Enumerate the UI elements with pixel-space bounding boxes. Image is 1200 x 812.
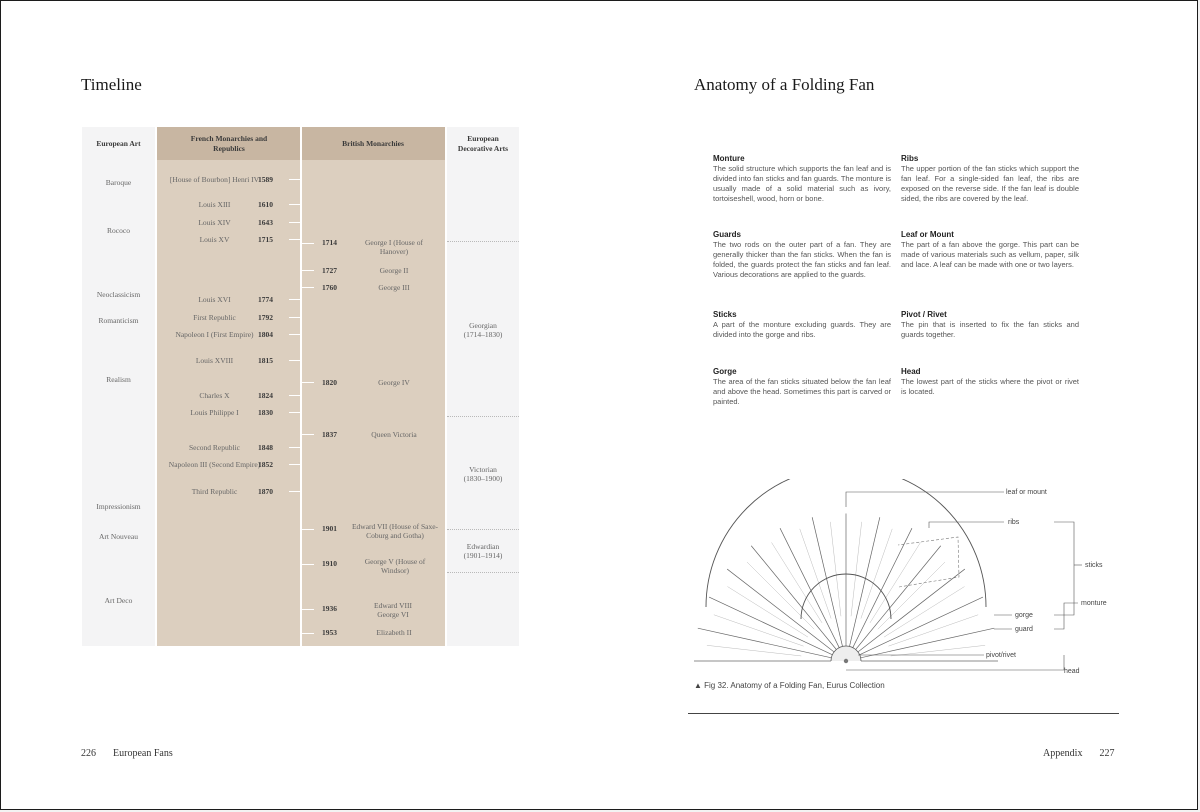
timeline-tick (289, 447, 301, 448)
french-ruler: Napoleon I (First Empire) (175, 330, 254, 339)
definition-monture (713, 154, 891, 204)
art-movement: Baroque (105, 178, 132, 187)
fan-stick (709, 597, 832, 655)
definition-term: Gorge (713, 367, 737, 376)
label-leaf: leaf or mount (1006, 489, 1047, 496)
definition-gorge (713, 367, 891, 407)
french-ruler-year: 1589 (258, 175, 273, 184)
definition-desc: The area of the fan sticks situated below the fan leaf and above the head. Sometimes this part is carved or painted. (713, 377, 891, 406)
british-ruler: George I (House of Hanover) (365, 238, 423, 256)
timeline-tick (289, 179, 301, 180)
timeline-tick (289, 299, 301, 300)
british-ruler-year: 1727 (322, 266, 337, 275)
definition-term: Head (901, 367, 921, 376)
page-title-anatomy: Anatomy of a Folding Fan (694, 75, 875, 94)
definition-desc: A part of the monture excluding guards. They are divided into the gorge and ribs. (713, 320, 891, 339)
british-ruler: George V (House of Windsor) (364, 557, 426, 575)
british-ruler-year: 1901 (322, 524, 337, 533)
fan-stick (812, 517, 842, 647)
header-european-art: European Art (96, 138, 141, 148)
definition-head (901, 367, 1079, 397)
leader-leaf (846, 492, 1004, 507)
french-ruler: First Republic (193, 313, 236, 322)
timeline-tick (302, 529, 314, 530)
french-ruler: Second Republic (188, 443, 241, 452)
french-ruler-year: 1804 (258, 330, 273, 339)
definition-desc: The pin that is inserted to fix the fan sticks and guards together. (901, 320, 1079, 339)
french-ruler: Louis XVIII (195, 356, 234, 365)
british-ruler-year: 1714 (322, 238, 337, 247)
french-ruler-year: 1870 (258, 487, 273, 496)
british-ruler-year: 1953 (322, 628, 337, 637)
header-decorative-arts: European Decorative Arts (457, 134, 509, 153)
definition-term: Monture (713, 154, 745, 163)
british-ruler: George IV (378, 378, 410, 387)
timeline-tick (289, 334, 301, 335)
french-ruler: Napoleon III (Second Empire) (168, 460, 261, 469)
label-guard: guard (1015, 626, 1033, 633)
fan-stick (849, 517, 879, 647)
art-movement: Rococo (107, 226, 130, 235)
art-movement: Impressionism (96, 502, 141, 511)
timeline-tick (289, 317, 301, 318)
decorative-period-range: (1901–1914) (463, 551, 503, 560)
period-separator (447, 572, 519, 574)
timeline-tick (302, 243, 314, 244)
bottom-rule (688, 713, 1119, 714)
decorative-period-name: Edwardian (466, 542, 500, 551)
art-movement: Neoclassicism (96, 290, 141, 299)
art-movement: Realism (106, 375, 131, 384)
french-ruler: Louis XVI (198, 295, 231, 304)
french-ruler: Third Republic (191, 487, 238, 496)
british-ruler: George III (378, 283, 410, 292)
label-head: head (1064, 668, 1080, 675)
british-ruler-year: 1760 (322, 283, 337, 292)
label-ribs: ribs (1008, 519, 1020, 526)
timeline-tick (289, 412, 301, 413)
page-title-timeline: Timeline (81, 75, 142, 94)
timeline-tick (302, 633, 314, 634)
definition-term: Guards (713, 230, 742, 239)
leader-ribs (929, 522, 1004, 528)
leader-head (846, 655, 1064, 670)
folio-left (81, 748, 173, 759)
french-ruler-year: 1824 (258, 391, 273, 400)
fan-fold (891, 645, 985, 656)
fan-diagram (694, 479, 1124, 679)
definition-term: Leaf or Mount (901, 230, 954, 239)
fan-fold (861, 529, 892, 619)
pivot-icon (844, 659, 848, 663)
fan-fold (772, 542, 823, 622)
period-separator (447, 241, 519, 243)
timeline-tick (302, 434, 314, 435)
art-movement: Art Nouveau (99, 532, 138, 541)
period-separator (447, 529, 519, 531)
folio-right (1043, 748, 1114, 759)
label-pivot: pivot/rivet (986, 652, 1016, 659)
fan-fold (870, 542, 921, 622)
french-ruler-year: 1848 (258, 443, 273, 452)
british-ruler: George II (379, 266, 409, 275)
art-movement: Romanticism (98, 316, 139, 325)
definition-desc: The part of a fan above the gorge. This part can be made of various materials such as vellum, paper, silk and lace. A leaf can be made with one or two layers. (901, 240, 1079, 269)
fan-stick (860, 597, 983, 655)
timeline-tick (302, 287, 314, 288)
british-ruler-year: 1820 (322, 378, 337, 387)
definition-ribs (901, 154, 1079, 204)
british-ruler-year: 1837 (322, 430, 337, 439)
header-british: British Monarchies (342, 138, 404, 148)
french-ruler-year: 1715 (258, 235, 273, 244)
art-movement: Art Deco (104, 596, 133, 605)
bracket-sticks (1054, 522, 1074, 615)
fan-fold (878, 562, 945, 629)
decorative-period-name: Victorian (469, 465, 497, 474)
definition-term: Sticks (713, 310, 737, 319)
fan-fold (800, 529, 831, 619)
fan-fold (747, 562, 814, 629)
timeline-tick (289, 360, 301, 361)
british-ruler-year: 1910 (322, 559, 337, 568)
running-head: Appendix (1043, 748, 1083, 759)
timeline-tick (302, 382, 314, 383)
page-number: 226 (81, 748, 96, 759)
label-sticks: sticks (1085, 562, 1103, 569)
french-ruler: Louis XV (199, 235, 230, 244)
timeline-tick (302, 564, 314, 565)
french-ruler-year: 1815 (258, 356, 273, 365)
timeline-tick (289, 239, 301, 240)
fan-sticks-group (694, 514, 998, 661)
timeline-tick (289, 395, 301, 396)
timeline-tick (289, 464, 301, 465)
timeline-tick (289, 222, 301, 223)
timeline-tick (289, 491, 301, 492)
french-ruler-year: 1852 (258, 460, 273, 469)
figure-caption: ▲ Fig 32. Anatomy of a Folding Fan, Eurus Collection (694, 681, 885, 690)
timeline-tick (289, 204, 301, 205)
french-ruler-year: 1643 (258, 218, 273, 227)
definition-desc: The upper portion of the fan sticks which support the fan leaf. For a single-sided fan leaf, the ribs are exposed on the reverse side. If the fan leaf is double sided, the ribs are covered by the leaf. (901, 164, 1079, 203)
french-ruler: Charles X (199, 391, 230, 400)
french-ruler: Louis Philippe I (190, 408, 239, 417)
definition-term: Pivot / Rivet (901, 310, 947, 319)
british-ruler: Elizabeth II (376, 628, 412, 637)
definition-desc: The two rods on the outer part of a fan. They are generally thicker than the fan sticks. When the fan is folded, the guards protect the fan sticks and fan leaf. Various decorations are applied to the guards. (713, 240, 891, 279)
french-ruler-year: 1774 (258, 295, 273, 304)
fan-stick (853, 528, 912, 648)
british-ruler-year: 1936 (322, 604, 337, 613)
label-monture: monture (1081, 600, 1107, 607)
column-european-art (82, 127, 155, 646)
header-french: French Monarchies and Republics (190, 134, 268, 153)
fan-fold (707, 645, 801, 656)
label-gorge: gorge (1015, 612, 1033, 619)
definition-term: Ribs (901, 154, 919, 163)
timeline-table (82, 127, 519, 646)
rib-dashes (898, 537, 959, 587)
column-decorative-arts (447, 127, 519, 646)
decorative-period (447, 465, 519, 483)
french-ruler-year: 1830 (258, 408, 273, 417)
definition-sticks (713, 310, 891, 340)
french-ruler: Louis XIV (198, 218, 231, 227)
french-ruler-year: 1792 (258, 313, 273, 322)
british-ruler: Queen Victoria (371, 430, 417, 439)
british-ruler: Edward VIII George VI (374, 601, 412, 619)
definition-desc: The lowest part of the sticks where the pivot or rivet is located. (901, 377, 1079, 396)
decorative-period-range: (1714–1830) (463, 330, 503, 339)
decorative-period-range: (1830–1900) (463, 474, 503, 483)
decorative-period (447, 542, 519, 560)
definition-guards (713, 230, 891, 280)
period-separator (447, 416, 519, 418)
page-number: 227 (1099, 748, 1115, 759)
timeline-tick (302, 609, 314, 610)
definition-leaf (901, 230, 1079, 270)
french-ruler-year: 1610 (258, 200, 273, 209)
definition-pivot (901, 310, 1079, 340)
bracket-monture (1054, 603, 1078, 629)
fan-stick (780, 528, 839, 648)
timeline-tick (302, 270, 314, 271)
french-ruler: [House of Bourbon] Henri IV (169, 175, 260, 184)
french-ruler: Louis XIII (198, 200, 231, 209)
decorative-period (447, 321, 519, 339)
fan-fold (727, 587, 807, 638)
running-head: European Fans (113, 748, 173, 759)
definition-desc: The solid structure which supports the fan leaf and is divided into fan sticks and fan guards. The monture is usually made of a solid material such as ivory, tortoiseshell, wood, horn or bone. (713, 164, 891, 203)
fan-fold (884, 587, 964, 638)
decorative-period-name: Georgian (469, 321, 497, 330)
british-ruler: Edward VII (House of Saxe-Coburg and Gotha) (351, 522, 439, 540)
